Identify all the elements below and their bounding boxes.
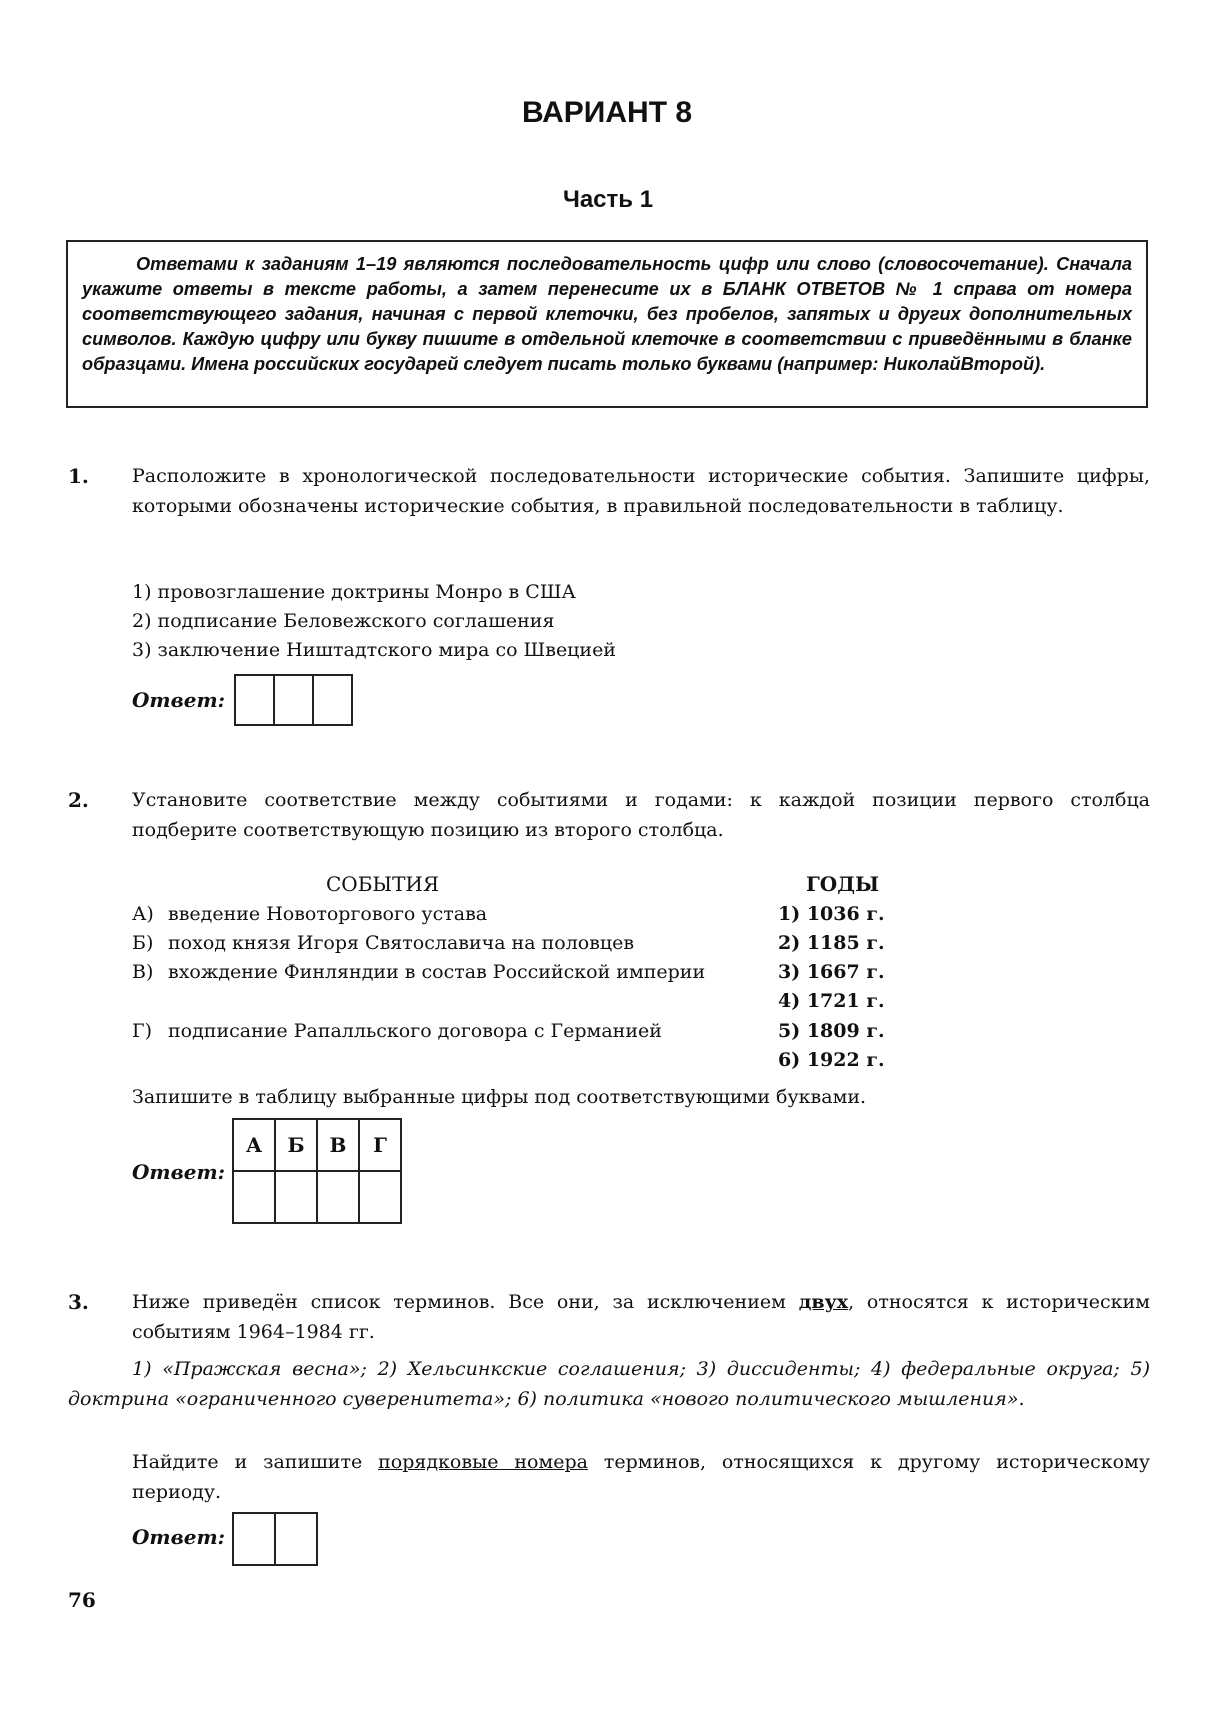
task-3-text [132,1288,1150,1347]
task-3-find-part: терминов, относящихся к другому историческому периоду. [132,1451,1151,1503]
task-3-answer-label: Ответ: [132,1525,225,1549]
year-option: 2) 1185 г. [778,932,885,954]
task-3-find-part: Найдите и запишите [132,1451,379,1473]
instructions-box: Ответами к заданиям 1–19 являются последовательность цифр или слово (словосочетание). Сначала укажите ответы в тексте работы, а затем перенесите их в БЛАНК ОТВЕТОВ № 1 справа от номера соответствующего задания, начиная с первой клеточки, без пробелов, запятых и других дополнительных символов. Каждую цифру или букву пишите в отдельной клеточке в соответствии с приведёнными в бланке образцами. Имена российских государей следует писать только буквами (например: НиколайВторой). [66,240,1148,408]
event-text: введение Новоторгового устава [168,903,488,925]
event-letter: Г) [132,1020,152,1042]
task-2-number: 2. [68,788,89,812]
event-letter: Б) [132,932,154,954]
task-3-find-text [132,1448,1150,1507]
page-number: 76 [68,1588,96,1612]
task-1-answer-cells[interactable] [234,674,353,726]
task-2-answer-grid [232,1118,402,1224]
year-option: 6) 1922 г. [778,1049,885,1071]
task-3-terms: 1) «Пражская весна»; 2) Хельсинкские соглашения; 3) диссиденты; 4) федеральные округа; 5) доктрина «ограниченного суверенитета»; 6) политика «нового политического мышления». [68,1358,1150,1410]
year-option: 5) 1809 г. [778,1020,885,1042]
task-1-option: 2) подписание Беловежского соглашения [132,610,555,632]
task-3-text-part: , относятся к историческим событиям 1964–1984 гг. [132,1291,1150,1343]
answer-cell[interactable] [275,1171,317,1223]
answer-cell[interactable] [232,1512,276,1566]
grid-letter: В [317,1119,359,1171]
years-header: ГОДЫ [806,872,880,896]
part-title: Часть 1 [562,186,654,213]
task-2-instruction: Запишите в таблицу выбранные цифры под соответствующими буквами. [132,1086,867,1108]
event-text: поход князя Игоря Святославича на половцев [168,932,635,954]
task-1-option: 1) провозглашение доктрины Монро в США [132,581,576,603]
grid-letter: А [233,1119,275,1171]
task-1-answer-label: Ответ: [132,688,225,712]
event-letter: А) [132,903,154,925]
events-header: СОБЫТИЯ [326,872,440,896]
task-3-text-part: Ниже приведён список терминов. Все они, за исключением [132,1291,799,1313]
answer-cell[interactable] [234,674,275,726]
event-text: подписание Рапалльского договора с Германией [168,1020,662,1042]
task-1-option: 3) заключение Ништадтского мира со Швецией [132,639,616,661]
answer-cell[interactable] [359,1171,401,1223]
task-3-find-underlined: порядковые номера [378,1451,588,1473]
answer-cell[interactable] [233,1171,275,1223]
event-text: вхождение Финляндии в состав Российской империи [168,961,706,983]
task-1-text: Расположите в хронологической последовательности исторические события. Запишите цифры, которыми обозначены исторические события, в правильной последовательности в таблицу. [132,465,1150,517]
variant-title: ВАРИАНТ 8 [521,96,693,129]
task-2-answer-label: Ответ: [132,1160,225,1184]
event-letter: В) [132,961,154,983]
answer-cell[interactable] [273,674,314,726]
year-option: 3) 1667 г. [778,961,885,983]
task-1-number: 1. [68,464,89,488]
grid-letter: Г [359,1119,401,1171]
grid-letter: Б [275,1119,317,1171]
answer-cell[interactable] [317,1171,359,1223]
task-3-number: 3. [68,1290,89,1314]
task-2-text: Установите соответствие между событиями и годами: к каждой позиции первого столбца подберите соответствующую позицию из второго столбца. [132,789,1150,841]
year-option: 1) 1036 г. [778,903,885,925]
year-option: 4) 1721 г. [778,990,885,1012]
task-3-emphasis: двух [798,1291,849,1313]
task-3-answer-cells[interactable] [232,1512,318,1566]
answer-cell[interactable] [274,1512,318,1566]
answer-cell[interactable] [312,674,353,726]
